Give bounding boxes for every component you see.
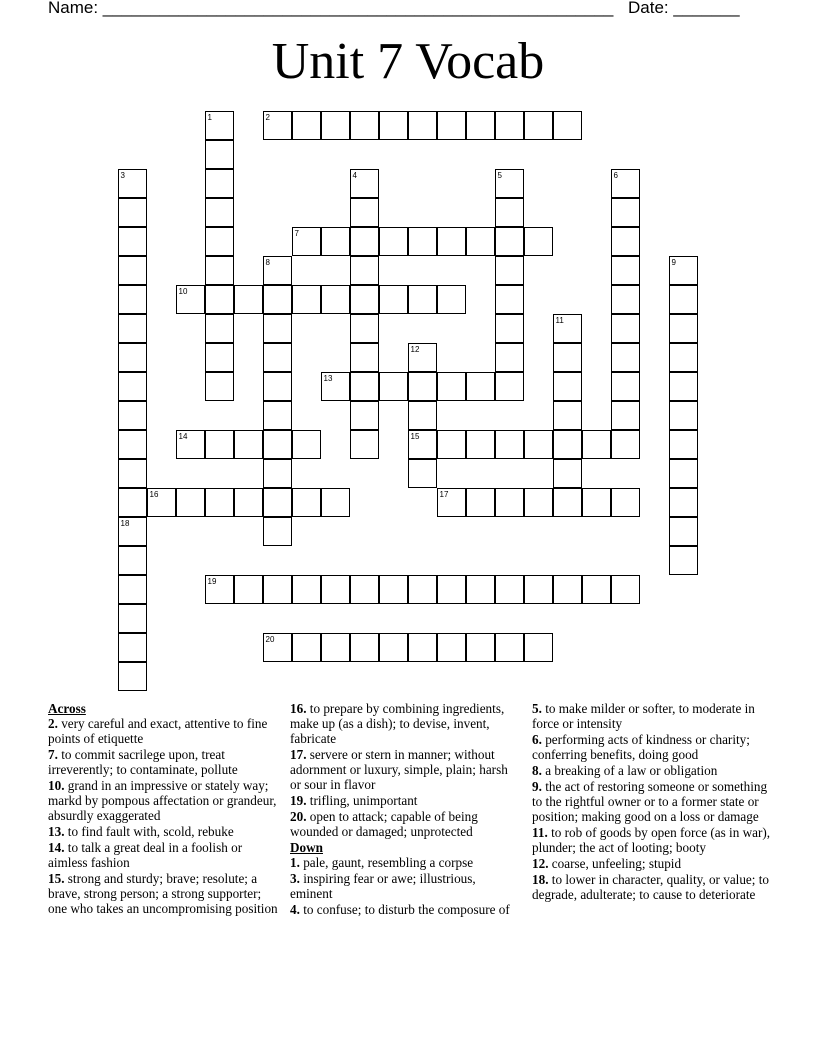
grid-cell[interactable] (350, 633, 379, 662)
clues-column-1 (48, 701, 280, 917)
grid-cell[interactable] (292, 227, 321, 256)
grid-cell[interactable] (524, 633, 553, 662)
grid-cell[interactable] (669, 459, 698, 488)
grid-cell[interactable] (495, 256, 524, 285)
grid-cell[interactable] (350, 256, 379, 285)
grid-cell[interactable] (321, 285, 350, 314)
grid-cell[interactable] (495, 633, 524, 662)
grid-cell[interactable] (118, 314, 147, 343)
grid-cell[interactable] (553, 430, 582, 459)
grid-cell[interactable] (350, 111, 379, 140)
grid-cell[interactable] (524, 430, 553, 459)
clue-number: 19 (207, 576, 217, 586)
grid-cell[interactable] (118, 662, 147, 691)
grid-cell[interactable] (263, 430, 292, 459)
clues-column-3 (532, 701, 772, 903)
name-line[interactable]: Name: ______________________________________________________ (48, 0, 614, 17)
header (48, 0, 768, 20)
grid-cell[interactable] (408, 401, 437, 430)
clue-number: 5 (497, 170, 502, 180)
grid-cell[interactable] (669, 285, 698, 314)
grid-cell[interactable] (292, 488, 321, 517)
grid-cell[interactable] (495, 343, 524, 372)
grid-cell[interactable] (263, 488, 292, 517)
grid-cell[interactable] (379, 633, 408, 662)
grid-cell[interactable] (553, 575, 582, 604)
grid-cell[interactable] (524, 111, 553, 140)
grid-cell[interactable] (321, 488, 350, 517)
grid-cell[interactable] (611, 488, 640, 517)
clue-number: 11 (555, 315, 564, 325)
grid-cell[interactable] (553, 314, 582, 343)
grid-cell[interactable] (292, 111, 321, 140)
grid-cell[interactable] (234, 575, 263, 604)
clue-number: 7 (294, 228, 299, 238)
clue-across-2: 2. very careful and exact, attentive to fine points of etiquette (48, 716, 268, 746)
grid-cell[interactable] (118, 256, 147, 285)
grid-cell[interactable] (321, 227, 350, 256)
grid-cell[interactable] (350, 430, 379, 459)
grid-cell[interactable] (611, 343, 640, 372)
grid-cell[interactable] (495, 372, 524, 401)
clue-down-5: 5. to make milder or softer, to moderate in force or intensity (532, 701, 755, 731)
grid-cell[interactable] (611, 256, 640, 285)
down-heading: Down (290, 840, 323, 855)
grid-cell[interactable] (553, 343, 582, 372)
grid-cell[interactable] (524, 575, 553, 604)
clue-number: 12 (410, 344, 420, 354)
clue-across-13: 13. to find fault with, scold, rebuke (48, 824, 234, 839)
grid-cell[interactable] (669, 372, 698, 401)
clue-down-9: 9. the act of restoring someone or something to the rightful owner or to a former state or position; making good on a loss or damage (532, 779, 768, 824)
clue-number: 2 (265, 112, 270, 122)
clue-number: 16 (149, 489, 159, 499)
clue-down-12: 12. coarse, unfeeling; stupid (532, 856, 682, 871)
grid-cell[interactable] (437, 285, 466, 314)
grid-cell[interactable] (437, 575, 466, 604)
grid-cell[interactable] (408, 343, 437, 372)
grid-cell[interactable] (118, 488, 147, 517)
clue-down-1: 1. pale, gaunt, resembling a corpse (290, 855, 474, 870)
grid-cell[interactable] (263, 314, 292, 343)
grid-cell[interactable] (350, 343, 379, 372)
grid-cell[interactable] (263, 285, 292, 314)
clue-number: 6 (613, 170, 618, 180)
grid-cell[interactable] (408, 459, 437, 488)
grid-cell[interactable] (118, 285, 147, 314)
clue-across-16: 16. to prepare by combining ingredients, make up (as a dish); to devise, invent, fabricate (290, 701, 505, 746)
grid-cell[interactable] (379, 285, 408, 314)
grid-cell[interactable] (118, 227, 147, 256)
clue-number: 9 (671, 257, 676, 267)
grid-cell[interactable] (524, 488, 553, 517)
grid-cell[interactable] (118, 343, 147, 372)
clue-number: 4 (352, 170, 357, 180)
grid-cell[interactable] (205, 111, 234, 140)
clue-number: 3 (120, 170, 125, 180)
grid-cell[interactable] (553, 401, 582, 430)
grid-cell[interactable] (118, 459, 147, 488)
clue-down-6: 6. performing acts of kindness or charity; conferring benefits, doing good (532, 732, 750, 762)
grid-cell[interactable] (205, 198, 234, 227)
grid-cell[interactable] (437, 633, 466, 662)
grid-cell[interactable] (292, 575, 321, 604)
clue-across-14: 14. to talk a great deal in a foolish or aimless fashion (48, 840, 243, 870)
grid-cell[interactable] (669, 256, 698, 285)
grid-cell[interactable] (669, 343, 698, 372)
grid-cell[interactable] (379, 372, 408, 401)
grid-cell[interactable] (205, 227, 234, 256)
clues-column-2 (290, 701, 515, 918)
clue-down-8: 8. a breaking of a law or obligation (532, 763, 718, 778)
grid-cell[interactable] (437, 430, 466, 459)
grid-cell[interactable] (263, 343, 292, 372)
clue-number: 10 (178, 286, 188, 296)
grid-cell[interactable] (118, 169, 147, 198)
grid-cell[interactable] (582, 488, 611, 517)
grid-cell[interactable] (263, 459, 292, 488)
grid-cell[interactable] (118, 401, 147, 430)
grid-cell[interactable] (553, 372, 582, 401)
clue-number: 8 (265, 257, 270, 267)
grid-cell[interactable] (350, 227, 379, 256)
grid-cell[interactable] (263, 256, 292, 285)
grid-cell[interactable] (205, 256, 234, 285)
grid-cell[interactable] (553, 488, 582, 517)
grid-cell[interactable] (263, 517, 292, 546)
grid-cell[interactable] (118, 546, 147, 575)
grid-cell[interactable] (582, 430, 611, 459)
grid-cell[interactable] (263, 111, 292, 140)
clue-across-20: 20. open to attack; capable of being wounded or damaged; unprotected (290, 809, 478, 839)
clue-number: 1 (207, 112, 212, 122)
grid-cell[interactable] (205, 430, 234, 459)
grid-cell[interactable] (379, 575, 408, 604)
grid-cell[interactable] (466, 372, 495, 401)
grid-cell[interactable] (118, 372, 147, 401)
grid-cell[interactable] (350, 314, 379, 343)
grid-cell[interactable] (408, 575, 437, 604)
grid-cell[interactable] (176, 285, 205, 314)
grid-cell[interactable] (205, 169, 234, 198)
grid-cell[interactable] (350, 169, 379, 198)
grid-cell[interactable] (611, 169, 640, 198)
grid-cell[interactable] (147, 488, 176, 517)
clue-across-10: 10. grand in an impressive or stately way; markd by pompous affectation or grandeur, absurdly exaggerated (48, 778, 277, 823)
clue-down-4: 4. to confuse; to disturb the composure of (290, 902, 510, 917)
grid-cell[interactable] (408, 111, 437, 140)
grid-cell[interactable] (263, 372, 292, 401)
grid-cell[interactable] (205, 140, 234, 169)
grid-cell[interactable] (669, 517, 698, 546)
grid-cell[interactable] (205, 575, 234, 604)
grid-cell[interactable] (611, 401, 640, 430)
grid-cell[interactable] (263, 633, 292, 662)
clue-across-17: 17. servere or stern in manner; without adornment or luxury, simple, plain; harsh or sour in flavor (290, 747, 508, 792)
clue-down-18: 18. to lower in character, quality, or value; to degrade, adulterate; to cause to deteriorate (532, 872, 770, 902)
clue-across-7: 7. to commit sacrilege upon, treat irreverently; to contaminate, pollute (48, 747, 238, 777)
grid-cell[interactable] (466, 430, 495, 459)
grid-cell[interactable] (263, 575, 292, 604)
grid-cell[interactable] (437, 488, 466, 517)
page-title: Unit 7 Vocab (271, 33, 545, 90)
grid-cell[interactable] (292, 430, 321, 459)
grid-cell[interactable] (611, 198, 640, 227)
grid-cell[interactable] (118, 575, 147, 604)
clue-down-3: 3. inspiring fear or awe; illustrious, eminent (290, 871, 476, 901)
grid-cell[interactable] (466, 227, 495, 256)
grid-cell[interactable] (292, 633, 321, 662)
grid-cell[interactable] (205, 314, 234, 343)
grid-cell[interactable] (234, 488, 263, 517)
date-line[interactable]: Date: _______ (628, 0, 740, 17)
grid-cell[interactable] (495, 198, 524, 227)
grid-cell[interactable] (292, 285, 321, 314)
grid-cell[interactable] (524, 227, 553, 256)
grid-cell[interactable] (495, 575, 524, 604)
grid-cell[interactable] (350, 372, 379, 401)
grid-cell[interactable] (437, 372, 466, 401)
grid-cell[interactable] (118, 604, 147, 633)
grid-cell[interactable] (408, 285, 437, 314)
grid-cell[interactable] (350, 198, 379, 227)
grid-cell[interactable] (669, 546, 698, 575)
grid-cell[interactable] (321, 111, 350, 140)
grid-cell[interactable] (611, 430, 640, 459)
clue-across-19: 19. trifling, unimportant (290, 793, 418, 808)
grid-cell[interactable] (582, 575, 611, 604)
grid-cell[interactable] (118, 633, 147, 662)
grid-cell[interactable] (669, 314, 698, 343)
grid-cell[interactable] (437, 111, 466, 140)
clue-number: 20 (265, 634, 275, 644)
grid-cell[interactable] (611, 575, 640, 604)
grid-cell[interactable] (350, 401, 379, 430)
grid-cell[interactable] (234, 430, 263, 459)
grid-cell[interactable] (495, 169, 524, 198)
grid-cell[interactable] (495, 488, 524, 517)
grid-cell[interactable] (118, 517, 147, 546)
grid-cell[interactable] (408, 227, 437, 256)
grid-cell[interactable] (669, 401, 698, 430)
clue-down-11: 11. to rob of goods by open force (as in war), plunder; the act of looting; booty (532, 825, 771, 855)
clue-number: 13 (323, 373, 333, 383)
grid-cell[interactable] (118, 430, 147, 459)
grid-cell[interactable] (611, 227, 640, 256)
clue-number: 17 (439, 489, 449, 499)
grid-cell[interactable] (118, 198, 147, 227)
grid-cell[interactable] (495, 111, 524, 140)
grid-cell[interactable] (495, 314, 524, 343)
grid-cell[interactable] (321, 372, 350, 401)
grid-cell[interactable] (611, 314, 640, 343)
grid-cell[interactable] (408, 633, 437, 662)
grid-cell[interactable] (553, 459, 582, 488)
grid-cell[interactable] (234, 285, 263, 314)
across-heading: Across (48, 701, 86, 716)
grid-cell[interactable] (263, 401, 292, 430)
grid-cell[interactable] (611, 372, 640, 401)
grid-cell[interactable] (611, 285, 640, 314)
grid-cell[interactable] (205, 372, 234, 401)
grid-cell[interactable] (205, 488, 234, 517)
grid-cell[interactable] (466, 111, 495, 140)
grid-cell[interactable] (466, 575, 495, 604)
grid-cell[interactable] (495, 285, 524, 314)
clue-number: 15 (410, 431, 420, 441)
clue-across-15: 15. strong and sturdy; brave; resolute; a brave, strong person; a strong supporter; one who takes an uncompromising position (48, 871, 278, 916)
grid-cell[interactable] (408, 372, 437, 401)
grid-cell[interactable] (205, 343, 234, 372)
grid-cell[interactable] (466, 633, 495, 662)
grid-cell[interactable] (553, 111, 582, 140)
grid-cell[interactable] (350, 575, 379, 604)
grid-cell[interactable] (205, 285, 234, 314)
grid-cell[interactable] (176, 430, 205, 459)
grid-cell[interactable] (379, 227, 408, 256)
grid-cell[interactable] (408, 430, 437, 459)
grid-cell[interactable] (321, 633, 350, 662)
grid-cell[interactable] (669, 488, 698, 517)
grid-cell[interactable] (176, 488, 205, 517)
grid-cell[interactable] (437, 227, 466, 256)
grid-cell[interactable] (321, 575, 350, 604)
grid-cell[interactable] (495, 430, 524, 459)
grid-cell[interactable] (466, 488, 495, 517)
grid-cell[interactable] (379, 111, 408, 140)
grid-cell[interactable] (669, 430, 698, 459)
clue-number: 14 (178, 431, 188, 441)
grid-cell[interactable] (350, 285, 379, 314)
clue-number: 18 (120, 518, 130, 528)
grid-cell[interactable] (495, 227, 524, 256)
